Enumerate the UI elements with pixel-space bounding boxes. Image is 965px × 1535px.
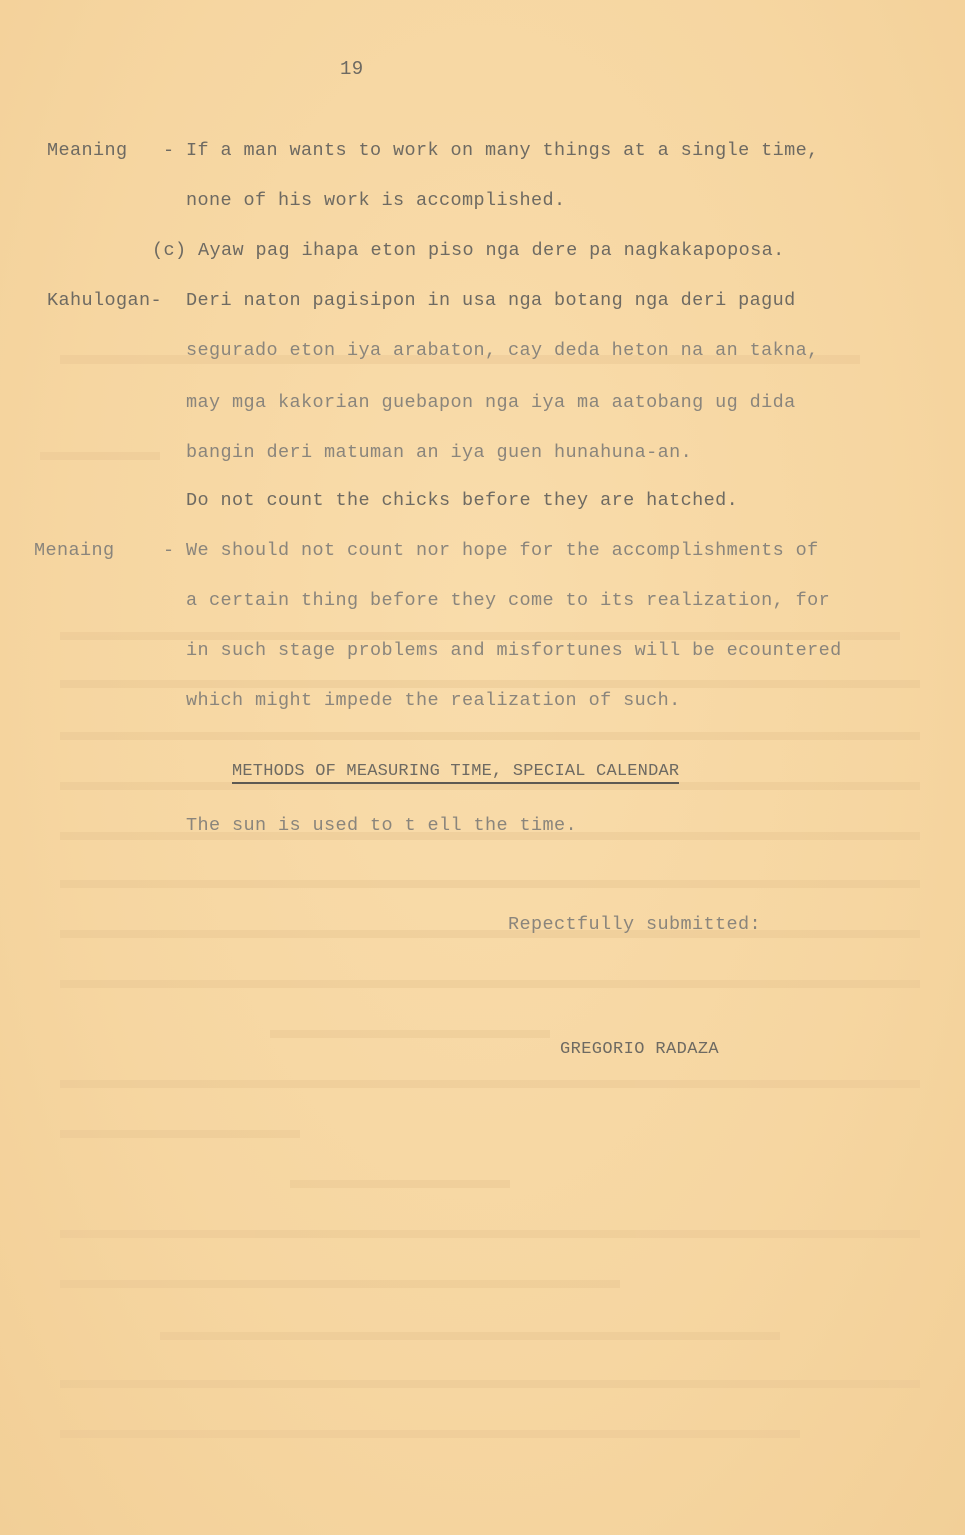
kahulogan-label: Kahulogan- — [47, 290, 163, 311]
section-heading: METHODS OF MEASURING TIME, SPECIAL CALENDAR — [232, 762, 679, 784]
closing-salutation: Repectfully submitted: — [508, 914, 762, 935]
proverb-c-local-text: (c) Ayaw pag ihapa eton piso nga dere pa nagkakapoposa. — [152, 240, 785, 261]
kahulogan-line-1: Deri naton pagisipon in usa nga botang nga deri pagud — [186, 290, 796, 311]
page-number: 19 — [340, 58, 364, 80]
meaning-2-line-1: - We should not count nor hope for the accomplishments of — [163, 540, 819, 561]
meaning-2-line-2: a certain thing before they come to its realization, for — [186, 590, 831, 611]
meaning-label: Meaning — [47, 140, 128, 161]
section-text: The sun is used to t ell the time. — [186, 815, 578, 836]
author-name: GREGORIO RADAZA — [560, 1040, 720, 1059]
meaning-line-1: - If a man wants to work on many things at a single time, — [163, 140, 819, 161]
meaning-2-line-4: which might impede the realization of such. — [186, 690, 681, 711]
kahulogan-line-2: segurado eton iya arabaton, cay deda heton na an takna, — [186, 340, 819, 361]
kahulogan-line-4: bangin deri matuman an iya guen hunahuna-an. — [186, 442, 693, 463]
meaning-label-2: Menaing — [34, 540, 115, 561]
meaning-line-2: none of his work is accomplished. — [186, 190, 566, 211]
proverb-c-english: Do not count the chicks before they are hatched. — [186, 490, 739, 511]
kahulogan-line-3: may mga kakorian guebapon nga iya ma aatobang ug dida — [186, 392, 796, 413]
meaning-2-line-3: in such stage problems and misfortunes will be ecountered — [186, 640, 842, 661]
